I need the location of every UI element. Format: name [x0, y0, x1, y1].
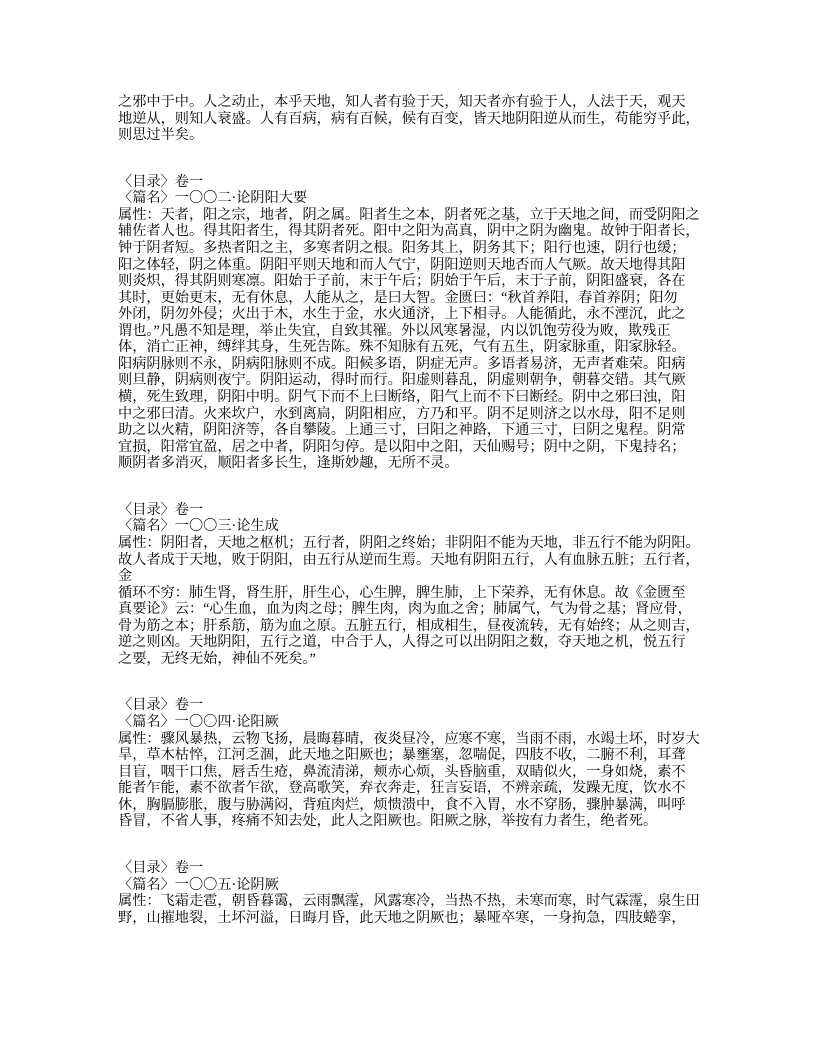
text-line: 属性：飞霜走雹，朝昏暮霭，云雨飘霪，风露寒冷，当热不热，未寒而寒，时气霖霪，泉生田 — [118, 893, 700, 910]
text-line: 其时，更始更末，无有休息，人能从之，是曰大智。金匮曰：“秋首养阳，春首养阴；阳勿 — [118, 289, 678, 306]
text-line: 〈目录〉卷一 — [118, 173, 204, 190]
document-body — [118, 94, 704, 926]
text-line: 地逆从，则知人衰盛。人有百病，病有百候，候有百变，皆天地阴阳逆从而生，苟能穷乎此， — [118, 110, 700, 127]
text-line: 真要论》云：“心生血，血为肉之母；脾生肉，肉为血之舍；肺属气，气为骨之基；肾应骨， — [118, 601, 692, 618]
text-line: 顺阴者多消灭，顺阳者多长生，逢斯妙趣，无所不灵。 — [118, 455, 459, 472]
text-line: 属性：阴阳者，天地之枢机；五行者，阴阳之终始；非阴阳不能为天地，非五行不能为阴阳。 — [118, 534, 700, 551]
text-line: 则思过半矣。 — [118, 127, 204, 144]
text-line: 钟于阴者短。多热者阳之主，多寒者阴之根。阳务其上，阴务其下；阳行也速，阴行也缓； — [118, 239, 686, 256]
text-line: 之要，无终无始，神仙不死矣。” — [118, 650, 316, 667]
text-line: 之邪中于中。人之动止，本乎天地，知人者有验于天，知天者亦有验于人，人法于天，观天 — [118, 94, 686, 110]
text-line: 〈目录〉卷一 — [118, 501, 204, 518]
text-line: 宜损，阳常宜盈，居之中者，阴阳匀停。是以阳中之阳，天仙赐号；阴中之阴，下鬼持名； — [118, 438, 686, 455]
text-line: 〈篇名〉一〇〇五·论阴厥 — [118, 876, 279, 893]
text-line: 〈篇名〉一〇〇三·论生成 — [118, 518, 279, 535]
continuation-paragraph — [118, 94, 704, 144]
text-line: 则旦静，阴病则夜宁。阴阳运动，得时而行。阳虚则暮乱，阴虚则朝争，朝暮交错。其气厥 — [118, 372, 686, 389]
text-line: 则炎炽，得其阴则寒凛。阳始于子前，末于午后；阴始于午后，末于子前，阴阳盛衰，各在 — [118, 273, 686, 290]
section-lun-yinjue — [118, 860, 704, 926]
text-line: 昏冒，不省人事，疼痛不知去处，此人之阳厥也。阳厥之脉，举按有力者生，绝者死。 — [118, 813, 658, 830]
text-line: 体，消亡正神，缚绊其身，生死告陈。殊不知脉有五死，气有五生，阴家脉重，阳家脉轻。 — [118, 339, 686, 356]
text-line: 休，胸膈膨胀，腹与胁满闷，背疽肉烂，烦愦溃中，食不入胃，水不穿肠，骤肿暴满，叫呼 — [118, 796, 686, 813]
section-lun-yinyang-dayao — [118, 174, 704, 472]
text-line: 横，死生致理，阴阳中明。阴气下而不上曰断络，阳气上而不下曰断经。阴中之邪曰浊，阳 — [118, 389, 686, 405]
text-line: 循环不穷：肺生肾，肾生肝，肝生心，心生脾，脾生肺，上下荣养，无有休息。故《金匮至 — [118, 584, 686, 601]
text-line: 逆之则凶。天地阴阳，五行之道，中合于人，人得之可以出阴阳之数，夺天地之机，悦五行 — [118, 634, 686, 651]
text-line: 〈目录〉卷一 — [118, 859, 204, 876]
text-line: 金 — [118, 568, 133, 585]
text-line: 〈篇名〉一〇〇二·论阴阳大要 — [118, 190, 308, 207]
text-line: 野，山摧地裂，土坏河溢，日晦月昏，此天地之阴厥也；暴哑卒寒，一身拘急，四肢蜷挛， — [118, 909, 686, 926]
text-line: 骨为筋之本；肝系筋，筋为血之原。五脏五行，相成相生，昼夜流转，无有始终；从之则吉， — [118, 617, 700, 634]
text-line: 能者乍能，素不欲者乍欲，登高歌笑，弃衣奔走，狂言妄语，不辨亲疏，发躁无度，饮水不 — [118, 780, 686, 797]
text-line: 阳之体轻，阴之体重。阴阳平则天地和而人气宁，阴阳逆则天地否而人气厥。故天地得其阳 — [118, 256, 686, 273]
text-line: 故人者成于天地，败于阴阳，由五行从逆而生焉。天地有阴阳五行，人有血脉五脏；五行者， — [118, 551, 700, 568]
text-line: 中之邪曰清。火来坎户，水到离扃，阴阳相应，方乃和平。阴不足则济之以水母，阳不足则 — [118, 405, 686, 422]
text-line: 属性：天者，阳之宗，地者，阴之属。阳者生之本，阴者死之基，立于天地之间，而受阴阳之 — [118, 206, 700, 223]
text-line: 阳病阴脉则不永，阴病阳脉则不成。阳候多语，阴症无声。多语者易济，无声者难荣。阳病 — [118, 355, 686, 372]
section-lun-shengcheng — [118, 502, 704, 668]
text-line: 目盲，咽干口焦，唇舌生疮，鼻流清涕，颊赤心烦，头昏脑重，双睛似火，一身如烧，素不 — [118, 763, 686, 780]
text-line: 谓也。”凡愚不知是理，举止失宜，自致其罹。外以风寒暑湿，内以饥饱劳役为败，欺残正 — [118, 322, 671, 339]
section-lun-yangjue — [118, 697, 704, 830]
text-line: 〈篇名〉一〇〇四·论阳厥 — [118, 714, 279, 730]
text-line: 属性：骤风暴热，云物飞扬，晨晦暮晴，夜炎昼冷，应寒不寒，当雨不雨，水竭土坏，时岁大 — [118, 730, 700, 747]
text-line: 辅佐者人也。得其阳者生，得其阴者死。阳中之阳为高真，阴中之阴为幽鬼。故钟于阳者长， — [118, 223, 700, 240]
text-line: 旱，草木枯悴，江河乏涸，此天地之阳厥也；暴壅塞，忽喘促，四肢不收，二腑不利，耳聋 — [118, 747, 686, 764]
text-line: 外闭，阴勿外侵；火出于木，水生于金，水火通济，上下相寻。人能循此，永不湮沉，此之 — [118, 306, 686, 323]
text-line: 助之以火精，阴阳济等，各自攀陵。上通三寸，曰阳之神路，下通三寸，曰阴之鬼程。阴常 — [118, 422, 686, 439]
text-line: 〈目录〉卷一 — [118, 697, 204, 714]
